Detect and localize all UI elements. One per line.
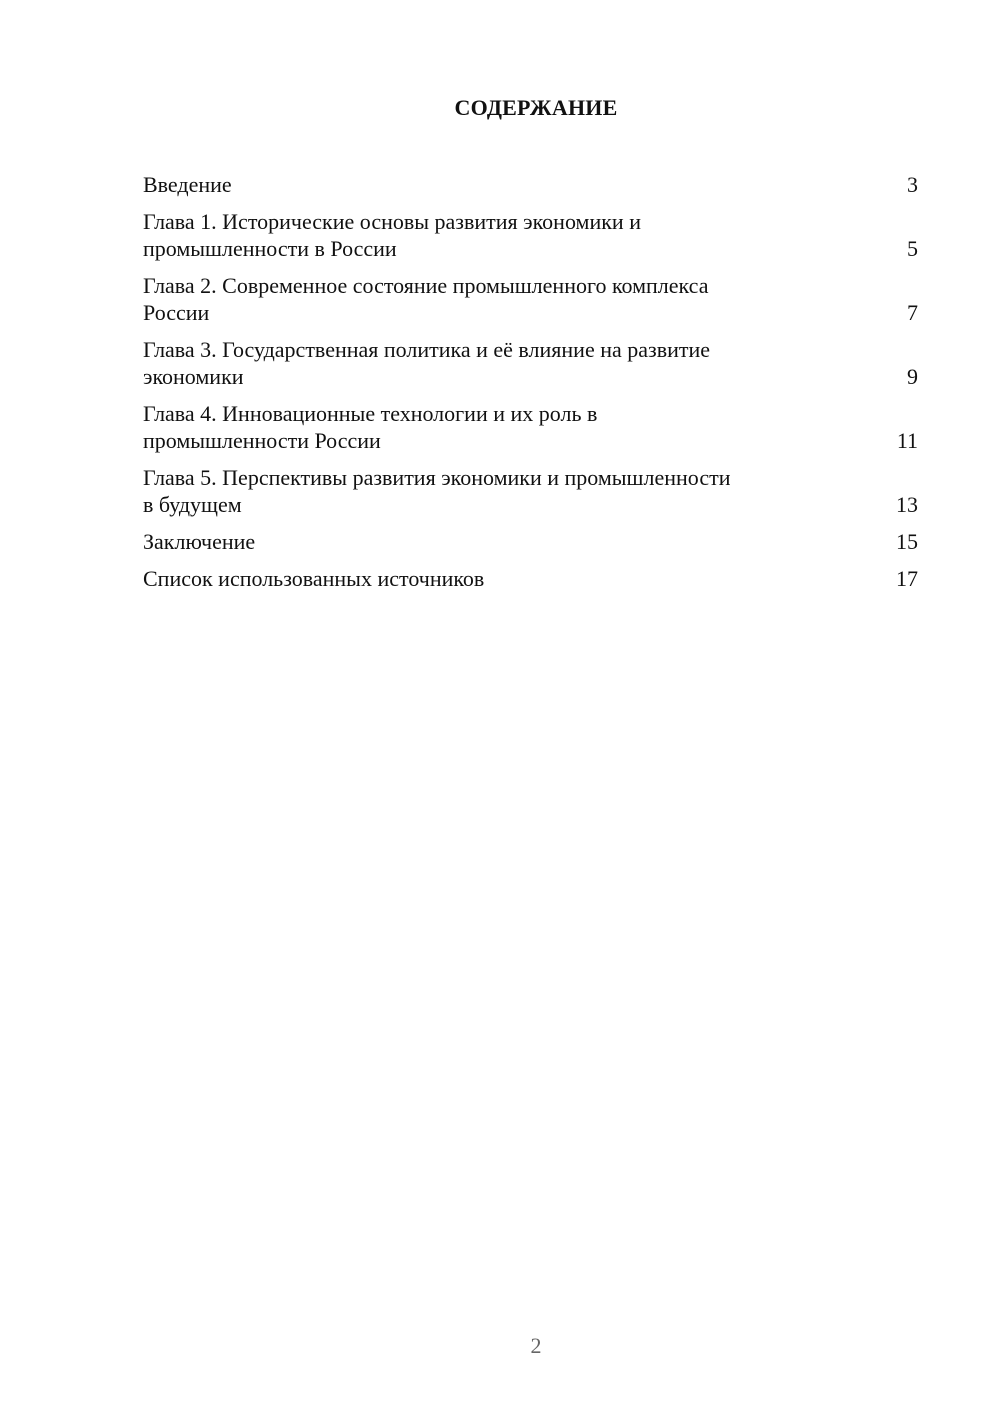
- toc-entry-page: 15: [896, 529, 918, 554]
- toc-entry-chapter-4: [143, 400, 918, 454]
- page-title: СОДЕРЖАНИЕ: [454, 95, 618, 120]
- toc-entry-chapter-5: [143, 464, 918, 518]
- toc-entry-text: Введение: [143, 172, 232, 197]
- toc-entry-text: Заключение: [143, 529, 256, 554]
- toc-entry-page: 11: [896, 428, 918, 453]
- toc-entry-text: Список использованных источников: [143, 566, 485, 591]
- toc-entry-page: 5: [907, 236, 918, 261]
- toc-entry-chapter-3: [143, 336, 918, 390]
- table-of-contents: [143, 171, 918, 602]
- toc-entry-page: 13: [896, 492, 918, 517]
- toc-entry-page: 17: [896, 566, 918, 591]
- page-number: 2: [530, 1333, 542, 1358]
- toc-entry-text: Глава 1. Исторические основы развития экономики и промышленности в России: [143, 209, 641, 261]
- toc-entry-references: [143, 565, 918, 592]
- toc-entry-text: Глава 5. Перспективы развития экономики и промышленности в будущем: [143, 465, 731, 517]
- toc-entry-conclusion: [143, 528, 918, 555]
- toc-entry-text: Глава 4. Инновационные технологии и их роль в промышленности России: [143, 401, 598, 453]
- toc-entry-page: 3: [907, 172, 918, 197]
- toc-entry-introduction: [143, 171, 918, 198]
- toc-entry-text: Глава 3. Государственная политика и её влияние на развитие экономики: [143, 337, 711, 389]
- toc-entry-page: 9: [907, 364, 918, 389]
- toc-entry-page: 7: [907, 300, 918, 325]
- toc-entry-chapter-1: [143, 208, 918, 262]
- toc-entry-chapter-2: [143, 272, 918, 326]
- toc-entry-text: Глава 2. Современное состояние промышленного комплекса России: [143, 273, 709, 325]
